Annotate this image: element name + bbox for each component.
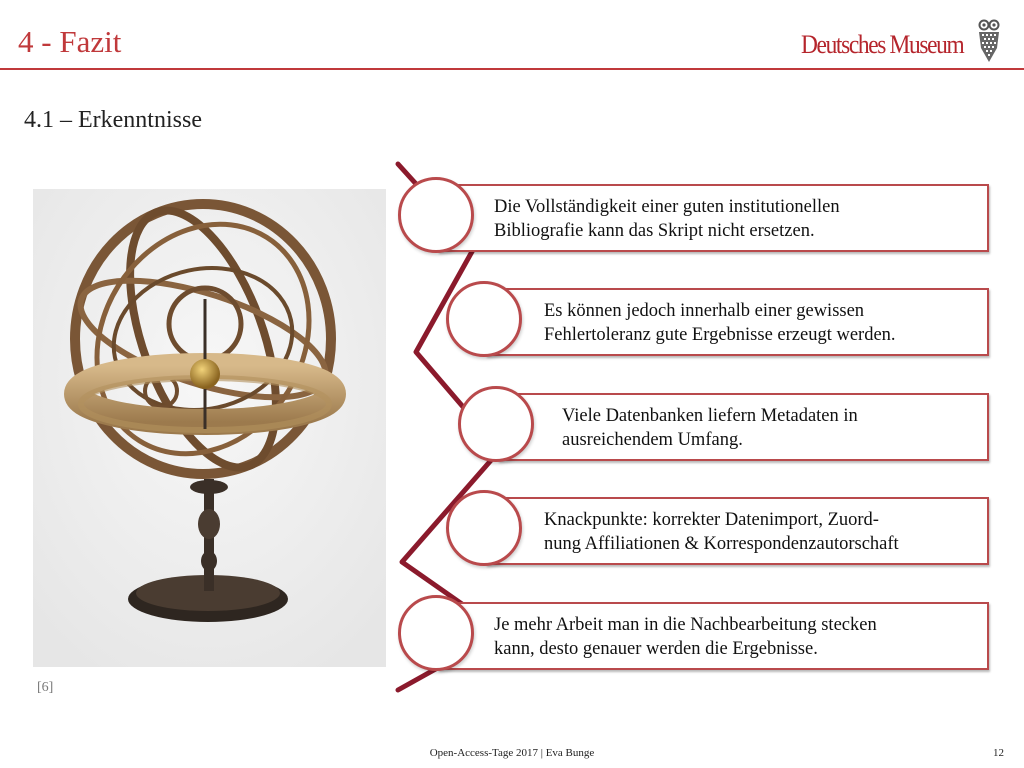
finding-1-line-2: Bibliografie kann das Skript nicht ersetzen. [494,221,815,241]
finding-box-5 [438,602,989,670]
header-divider [0,68,1024,70]
finding-3-line-2: ausreichendem Umfang. [562,430,743,450]
finding-5-line-2: kann, desto genauer werden die Ergebnisse. [494,639,818,659]
finding-5-line-1: Je mehr Arbeit man in die Nachbearbeitung stecken [494,615,877,635]
owl-logo-icon [976,18,1002,64]
finding-4-line-1: Knackpunkte: korrekter Datenimport, Zuord- [544,510,879,530]
finding-box-2 [486,288,989,356]
finding-circle-1 [398,177,474,253]
finding-3-line-1: Viele Datenbanken liefern Metadaten in [562,406,858,426]
finding-circle-4 [446,490,522,566]
finding-circle-5 [398,595,474,671]
finding-box-3 [498,393,989,461]
section-subtitle: 4.1 – Erkenntnisse [24,107,202,133]
footer-text: Open-Access-Tage 2017 | Eva Bunge [429,747,595,759]
deutsches-museum-logo: Deutsches Museum [801,30,964,59]
finding-circle-2 [446,281,522,357]
finding-2-line-1: Es können jedoch innerhalb einer gewissen [544,301,865,321]
slide-title: 4 - Fazit [18,24,122,59]
page-number: 12 [993,747,1004,759]
finding-box-4 [486,497,989,565]
finding-box-1 [438,184,989,252]
finding-2-line-2: Fehlertoleranz gute Ergebnisse erzeugt werden. [544,325,896,345]
image-caption: [6] [37,680,54,695]
armillary-sphere-image [33,189,386,667]
finding-1-line-1: Die Vollständigkeit einer guten institutionellen [494,197,840,217]
finding-4-line-2: nung Affiliationen & Korrespondenzautorschaft [544,534,899,554]
finding-circle-3 [458,386,534,462]
